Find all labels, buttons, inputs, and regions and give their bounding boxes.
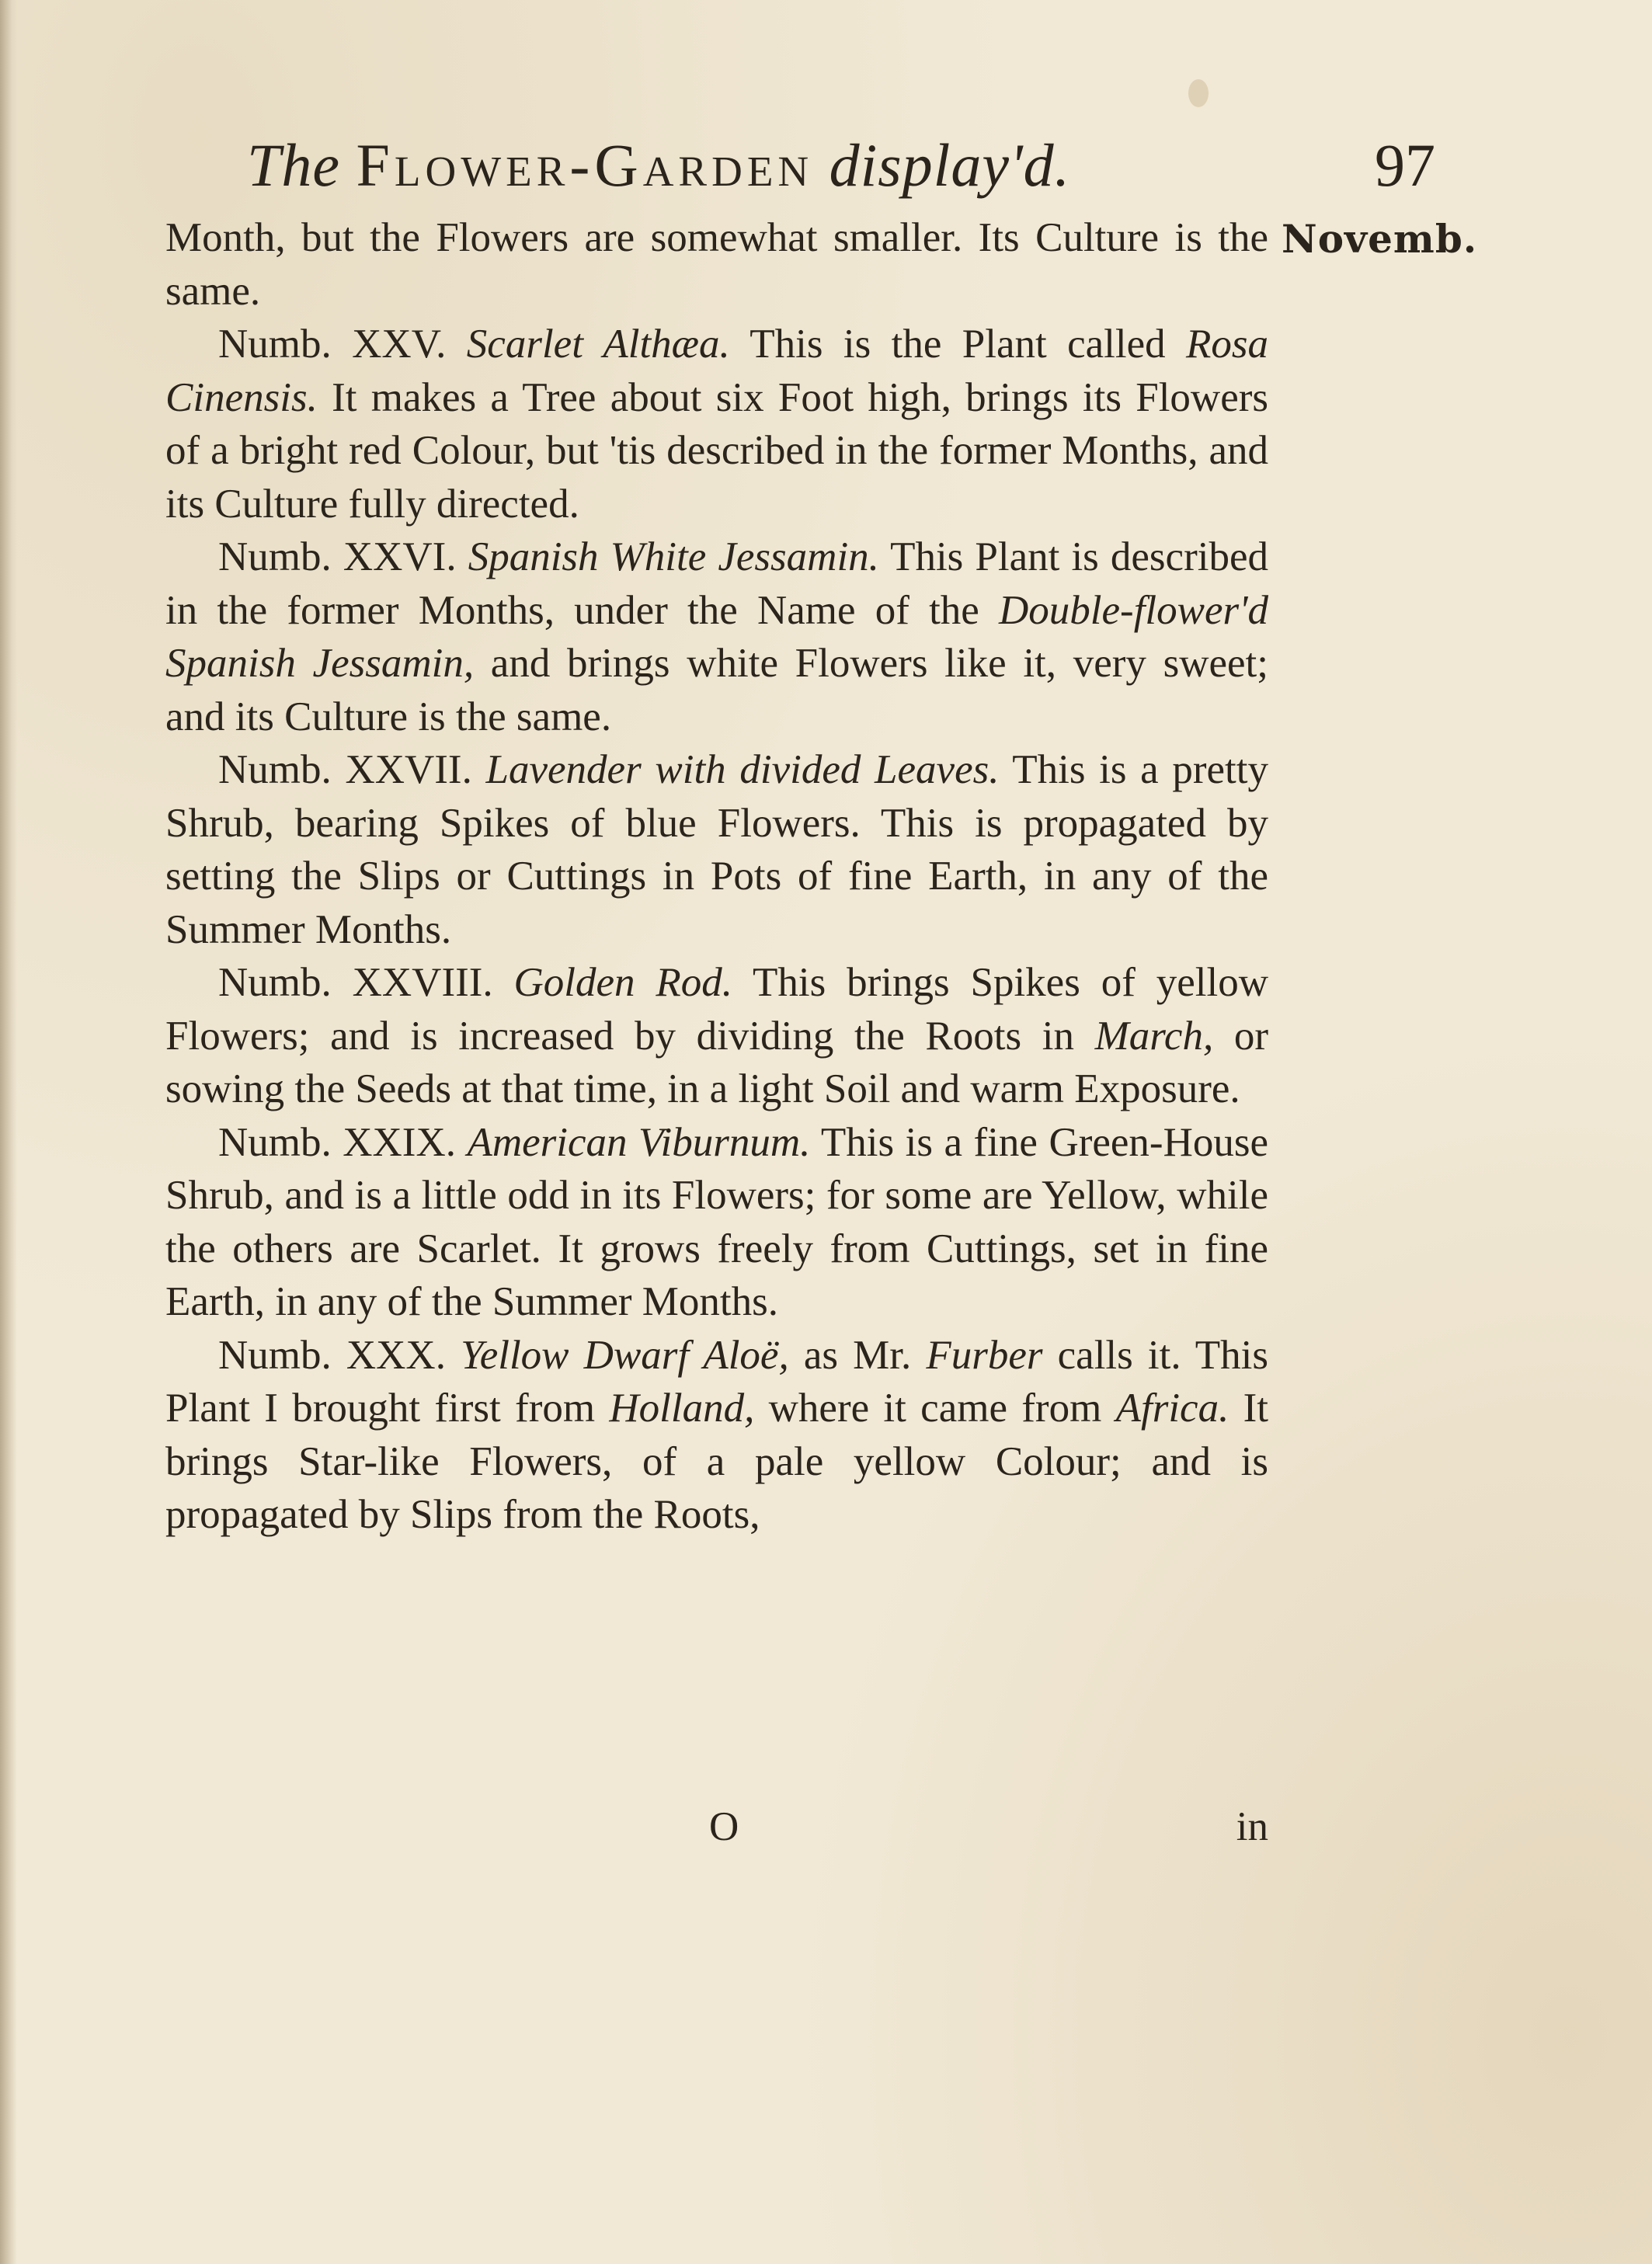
paragraph <box>165 1116 1268 1329</box>
italic-text: Yellow Dwarf Aloë, <box>461 1332 789 1378</box>
italic-text: March, <box>1094 1013 1214 1059</box>
text-run: calls it. This Plant I brought first from <box>165 1332 1269 1431</box>
text-run: Numb. XXX. <box>218 1332 461 1378</box>
text-run: This is the Plant called <box>729 322 1187 367</box>
paragraph <box>165 956 1268 1116</box>
text-run: Numb. XXVII. <box>218 747 486 792</box>
italic-text: Rosa Cinensis. <box>165 322 1269 420</box>
paragraph <box>165 1329 1268 1542</box>
text-run: where it came from <box>754 1386 1116 1431</box>
italic-text: Spanish White Jessamin. <box>468 534 879 579</box>
paper-stain <box>1188 79 1209 107</box>
page-gutter-shadow <box>0 0 17 2264</box>
running-title <box>247 130 1070 200</box>
paragraph <box>165 743 1268 956</box>
text-run: as Mr. <box>788 1332 927 1378</box>
italic-text: Holland, <box>609 1386 755 1431</box>
italic-text: American Viburnum. <box>467 1119 811 1165</box>
italic-text: Africa. <box>1115 1386 1229 1431</box>
paragraph <box>165 211 1268 318</box>
italic-text: Lavender with divided Leaves. <box>485 747 1000 792</box>
paragraph <box>165 530 1268 743</box>
running-title-displayd: display'd. <box>829 131 1071 199</box>
italic-text: Golden Rod. <box>513 960 733 1005</box>
text-run: It makes a Tree about six Foot high, brings its Flowers of a bright red Colour, but 'tis described in the former Months, and its Culture fully directed. <box>165 374 1268 527</box>
text-run: and brings white Flowers like it, very sweet; and its Culture is the same. <box>165 641 1269 739</box>
italic-text: Furber <box>926 1332 1043 1378</box>
paragraph <box>165 318 1268 530</box>
text-run: Numb. XXV. <box>218 322 467 367</box>
text-run: This brings Spikes of yellow Flowers; and is increased by dividing the Roots in <box>165 960 1268 1059</box>
signature-mark: O <box>709 1804 739 1849</box>
text-run: Numb. XXVI. <box>218 534 468 579</box>
catchline <box>165 1803 1268 1858</box>
text-run: Numb. XXIX. <box>218 1119 468 1165</box>
text-run: It brings Star-like Flowers, of a pale yellow Colour; and is propagated by Slips from the Roots, <box>165 1386 1269 1537</box>
text-run: or sowing the Seeds at that time, in a light Soil and warm Exposure. <box>165 1013 1268 1111</box>
page-number: 97 <box>1375 131 1435 199</box>
running-title-the: The <box>247 131 340 199</box>
text-run: This is a fine Green-House Shrub, and is a little odd in its Flowers; for some are Yellow, while the others are Scarlet. It grows freely from Cuttings, set in fine Earth, in any of the Summer Months. <box>165 1119 1268 1324</box>
italic-text: Double-flower'd Spanish Jessamin, <box>165 587 1268 686</box>
text-run: Numb. XXVIII. <box>218 960 514 1005</box>
running-header <box>247 130 1435 208</box>
catchword: in <box>1236 1804 1268 1849</box>
body-text <box>165 211 1268 1542</box>
text-run: Month, but the Flowers are somewhat smaller. Its Culture is the same. <box>165 215 1268 314</box>
text-run: This is a pretty Shrub, bearing Spikes of blue Flowers. This is propagated by setting the Slips or Cuttings in Pots of fine Earth, in any of the Summer Months. <box>165 747 1269 952</box>
text-run: This Plant is described in the former Months, under the Name of the <box>165 534 1268 633</box>
margin-note-month: Novemb. <box>1282 216 1478 262</box>
running-title-flower-garden: Flower-Garden <box>356 131 814 199</box>
italic-text: Scarlet Althæa. <box>466 322 730 367</box>
